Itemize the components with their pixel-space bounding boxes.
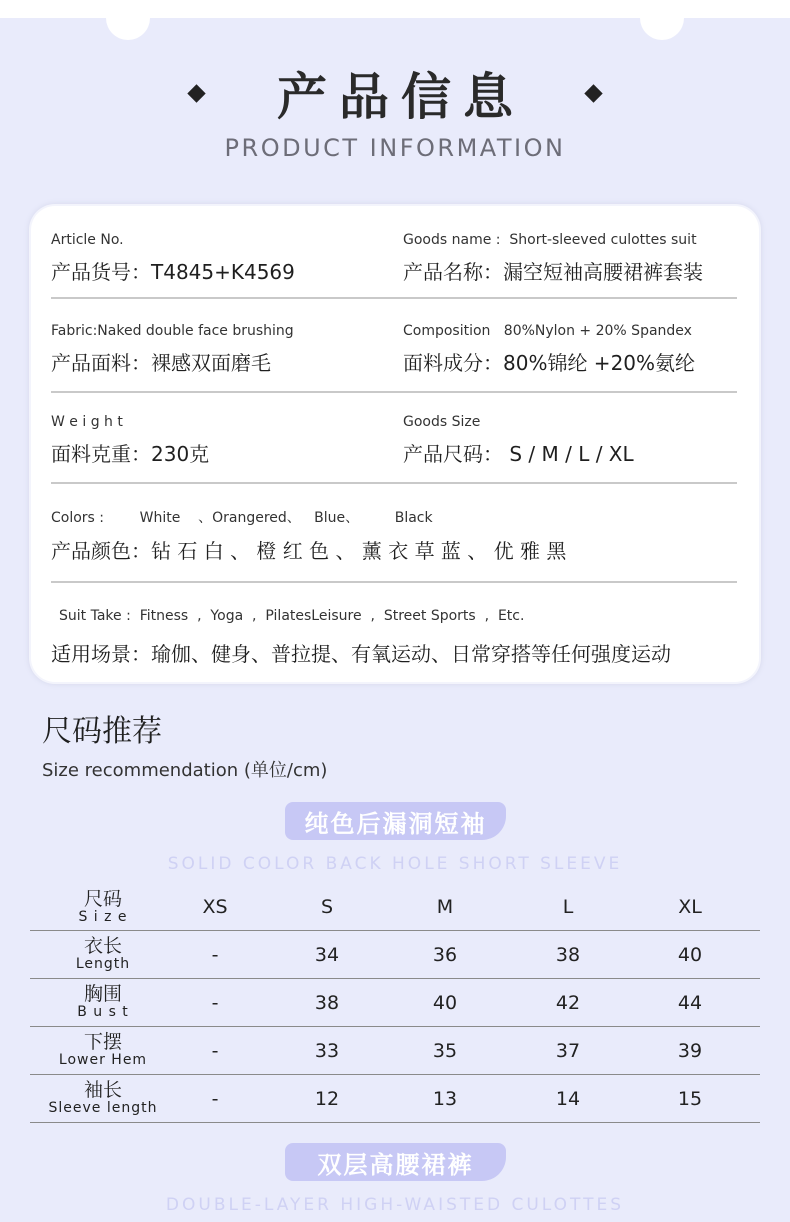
table-row [30, 1075, 760, 1123]
row-label-en: Lower Hem [58, 1052, 148, 1069]
table-cell: 15 [677, 1087, 703, 1110]
goods-size-value: 产品尺码： S / M / L / XL [403, 442, 634, 466]
top-item-badge: 纯色后漏洞短袖 [285, 802, 506, 840]
table-header-row [30, 884, 760, 931]
table-cell: 40 [432, 991, 458, 1014]
table-row [30, 931, 760, 979]
table-cell: 38 [314, 991, 340, 1014]
diamond-left-icon [187, 84, 205, 102]
table-cell: 35 [432, 1039, 458, 1062]
row-label-zh: 下摆 [83, 1031, 122, 1054]
size-col-header: XS [202, 896, 228, 918]
table-cell: 40 [677, 943, 703, 966]
table-cell: - [211, 1039, 219, 1062]
table-cell: 44 [677, 991, 703, 1014]
row-label-zh: 胸围 [83, 983, 122, 1006]
decor-tab-right [640, 0, 684, 40]
article-label-en: Article No. [51, 232, 124, 248]
article-value: 产品货号：T4845+K4569 [51, 260, 295, 284]
table-cell: 13 [432, 1087, 458, 1110]
goods-name-label-en: Goods name : Short-sleeved culottes suit [403, 232, 697, 248]
colors-value: 产品颜色：钻 石 白 、 橙 红 色 、 薰 衣 草 蓝 、 优 雅 黑 [51, 539, 567, 563]
fabric-value: 产品面料：裸感双面磨毛 [51, 351, 271, 375]
size-header-en: S i z e [78, 908, 128, 925]
divider [51, 391, 737, 393]
row-label-en: Sleeve length [48, 1100, 158, 1117]
title-zh: 产品信息 [277, 68, 525, 126]
table-row [30, 1027, 760, 1075]
suit-take-label-en: Suit Take : Fitness , Yoga , PilatesLeisure , Street Sports , Etc. [59, 608, 525, 624]
divider [51, 581, 737, 583]
size-col-header: S [320, 896, 334, 918]
table-cell: 42 [555, 991, 581, 1014]
table-row [30, 979, 760, 1027]
bottom-item-subtitle: DOUBLE-LAYER HIGH-WAISTED CULOTTES [165, 1195, 625, 1215]
row-label-en: B u s t [77, 1004, 129, 1021]
composition-value: 面料成分：80%锦纶 +20%氨纶 [403, 351, 696, 375]
table-cell: 33 [314, 1039, 340, 1062]
composition-label-en: Composition 80%Nylon + 20% Spandex [403, 323, 692, 339]
colors-label-en: Colors : White 、Orangered、 Blue、 Black [51, 510, 433, 526]
suit-take-value: 适用场景：瑜伽、健身、普拉提、有氧运动、日常穿搭等任何强度运动 [51, 642, 671, 666]
page-title [0, 58, 790, 128]
size-col-header: L [562, 896, 574, 918]
table-cell: - [211, 943, 219, 966]
row-label-zh: 衣长 [83, 935, 122, 958]
goods-name-value: 产品名称：漏空短袖高腰裙裤套装 [403, 260, 703, 284]
table-cell: 37 [555, 1039, 581, 1062]
row-label-en: Length [75, 956, 131, 973]
table-cell: - [211, 991, 219, 1014]
table-cell: 14 [555, 1087, 581, 1110]
table-cell: 39 [677, 1039, 703, 1062]
size-header-zh: 尺码 [83, 887, 122, 910]
divider [51, 482, 737, 484]
table-cell: - [211, 1087, 219, 1110]
title-en: PRODUCT INFORMATION [224, 134, 566, 162]
size-section-subtitle: Size recommendation (单位/cm) [42, 760, 328, 781]
goods-size-label-en: Goods Size [403, 414, 481, 430]
table-cell: 36 [432, 943, 458, 966]
size-col-header: XL [678, 896, 702, 918]
decor-tab-left [106, 0, 150, 40]
size-table [30, 884, 760, 1123]
divider [51, 297, 737, 299]
row-label-zh: 袖长 [83, 1079, 122, 1102]
table-cell: 38 [555, 943, 581, 966]
size-col-header: M [436, 896, 454, 918]
table-cell: 12 [314, 1087, 340, 1110]
size-section-title: 尺码推荐 [42, 714, 162, 749]
top-item-subtitle: SOLID COLOR BACK HOLE SHORT SLEEVE [167, 854, 623, 874]
weight-value: 面料克重：230克 [51, 442, 210, 466]
diamond-right-icon [584, 84, 602, 102]
bottom-item-badge: 双层高腰裙裤 [285, 1143, 506, 1181]
table-cell: 34 [314, 943, 340, 966]
product-info-card [31, 206, 759, 682]
weight-label-en: W e i g h t [51, 414, 123, 430]
fabric-label-en: Fabric:Naked double face brushing [51, 323, 294, 339]
